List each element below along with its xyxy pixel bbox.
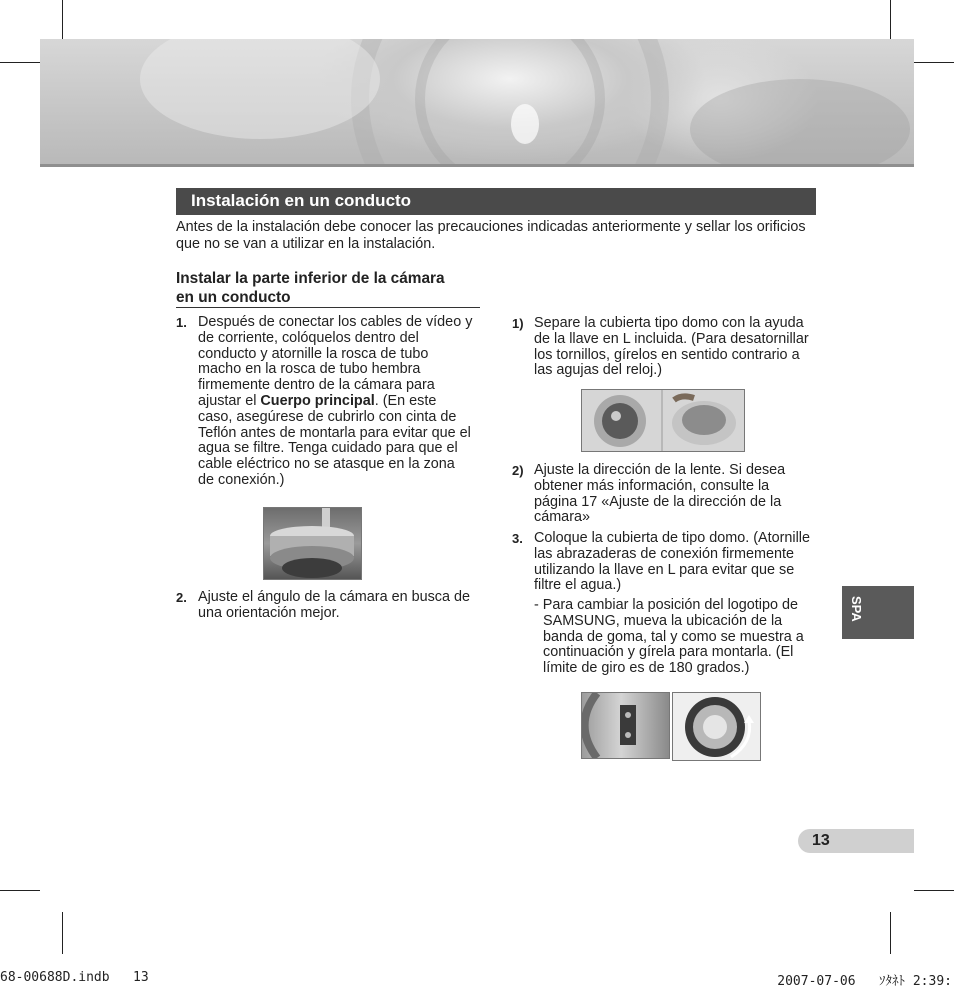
- crop-mark: [0, 62, 40, 63]
- crop-mark: [62, 0, 63, 42]
- footer-right: 2007-07-06 ｿﾀﾈﾄ 2:39:: [777, 974, 952, 989]
- step-text: Ajuste la dirección de la lente. Si desea obtener más información, consulte la página 17 «Ajuste de la dirección de la cámara»: [534, 462, 786, 526]
- intro-paragraph: Antes de la instalación debe conocer las precauciones indicadas anteriormente y sellar los orificios que no se van a utilizar en la instalación.: [176, 219, 806, 252]
- camera-conduit-photo: [263, 507, 362, 580]
- step-text-part: Después de conectar los cables de vídeo y de corriente, colóquelos dentro del conducto y atornille la rosca de tubo macho en la rosca de tubo hembra firmemente dentro de la cámara para ajustar el: [198, 314, 473, 409]
- step-number: 1): [512, 316, 524, 331]
- step-text: Coloque la cubierta de tipo domo. (Atornille las abrazaderas de conexión firmemente utilizando la llave en L para evitar que se filtre el agua.): [534, 530, 810, 594]
- crop-mark: [890, 0, 891, 42]
- step-number: 2.: [176, 590, 187, 605]
- step-number: 2): [512, 463, 524, 478]
- crop-mark: [890, 912, 891, 954]
- sub-note: - Para cambiar la posición del logotipo de SAMSUNG, mueva la ubicación de la banda de goma, tal y como se muestra a continuación y gírela para montarla. (El límite de giro es de 180 grados.): [534, 597, 804, 677]
- page-number-tab: [798, 829, 914, 853]
- dome-rotation-photo: [672, 692, 761, 761]
- dome-cover-removal-photo: [581, 389, 745, 452]
- page-number: 13: [812, 832, 830, 849]
- footer-left: 68-00688D.indb 13: [0, 970, 149, 985]
- crop-mark: [914, 62, 954, 63]
- step-text: Ajuste el ángulo de la cámara en busca de una orientación mejor.: [198, 589, 471, 621]
- language-tab-label: SPA: [849, 596, 864, 622]
- step-text: Separe la cubierta tipo domo con la ayuda de la llave en L incluida. (Para desatornillar los tornillos, gírelos en sentido contrario a las agujas del reloj.): [534, 315, 809, 379]
- step-text-part: . (En este caso, asegúrese de cubrirlo con cinta de Teflón antes de montarla para evitar que el agua se filtre. Tenga cuidado para que el cable eléctrico no se atasque en la zona de conexión.): [198, 392, 471, 488]
- step-number: 1.: [176, 315, 187, 330]
- rubber-band-photo: [581, 692, 670, 759]
- section-title-bar: [176, 188, 816, 215]
- subheading-line1: Instalar la parte inferior de la cámara: [176, 270, 445, 287]
- crop-mark: [914, 890, 954, 891]
- crop-mark: [62, 912, 63, 954]
- subheading: [176, 269, 480, 308]
- step-text: [198, 315, 474, 489]
- language-tab: [842, 586, 914, 639]
- subheading-line2: en un conducto: [176, 289, 291, 306]
- crop-mark: [0, 890, 40, 891]
- section-title: Instalación en un conducto: [191, 191, 412, 210]
- step-number: 3.: [512, 531, 523, 546]
- header-banner-image: [40, 39, 914, 167]
- step-text-bold: Cuerpo principal: [260, 392, 375, 409]
